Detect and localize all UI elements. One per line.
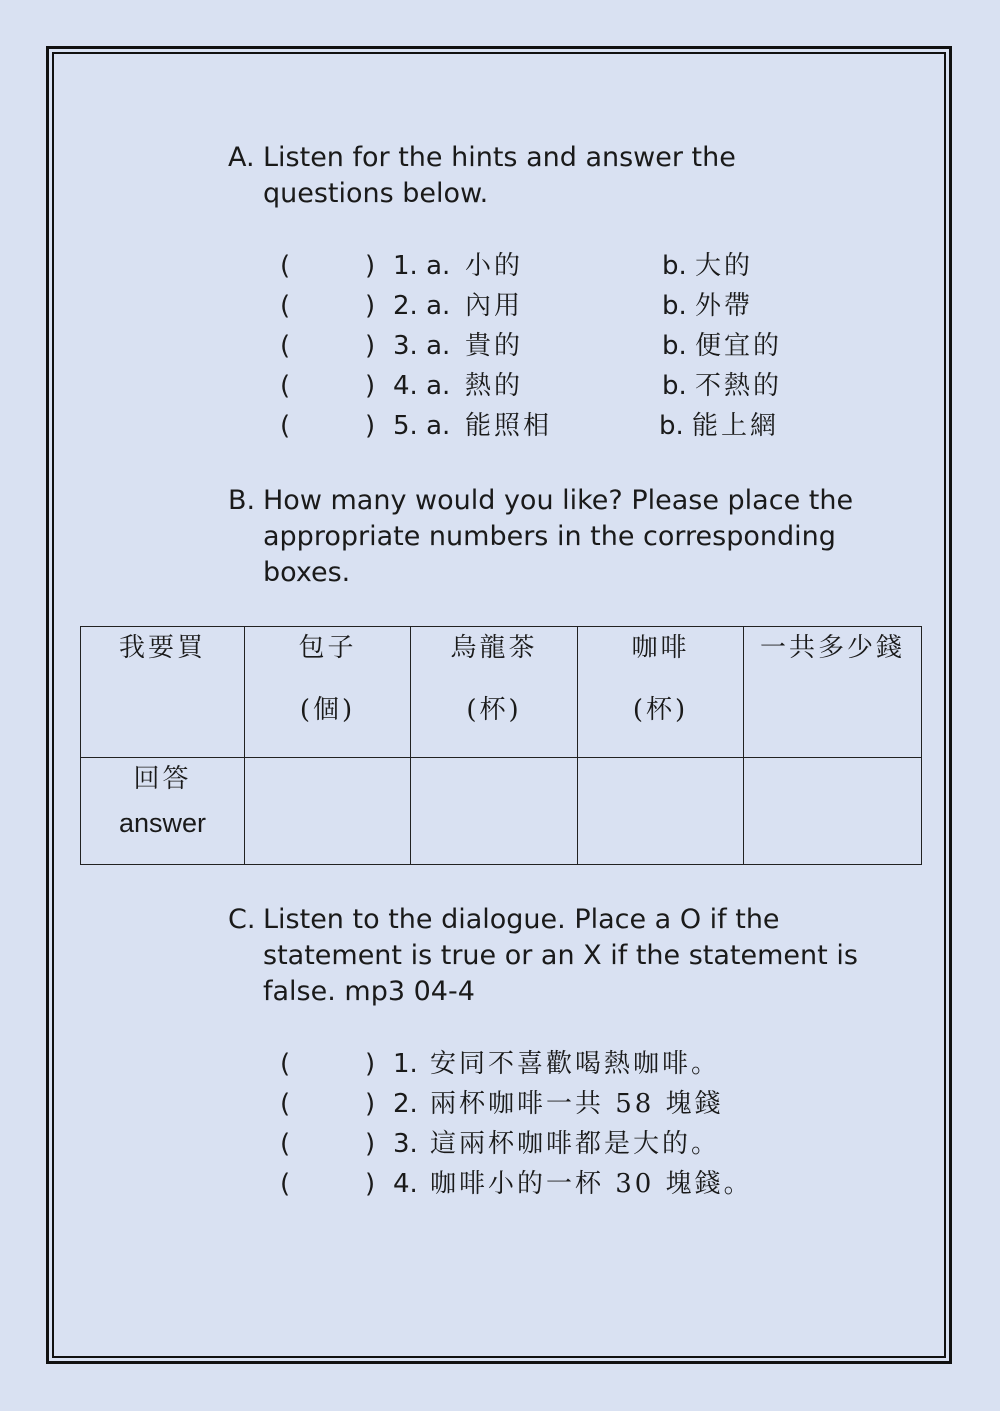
option-a: 貴的 (465, 331, 524, 361)
answer-paren-close: ) (365, 1169, 376, 1199)
statement-number: 3. (393, 1129, 418, 1159)
column-item: 咖啡 (631, 633, 690, 663)
column-header (245, 627, 411, 758)
option-a: 熱的 (465, 371, 524, 401)
section-c-letter: C. (228, 904, 256, 935)
option-b-text: 能上網 (692, 411, 780, 441)
section-a-instruction: Listen for the hints and answer the questions below. (263, 142, 736, 209)
statement-number: 2. (393, 1089, 418, 1119)
question-number: 3. a. (393, 331, 451, 361)
answer-paren-close: ) (365, 1049, 376, 1079)
option-b-label: b. (662, 291, 687, 321)
option-b-label: b. (662, 331, 687, 361)
option-a: 能照相 (465, 411, 553, 441)
answer-paren-open: ( (280, 251, 291, 281)
answer-box-baozi[interactable] (245, 758, 411, 865)
order-table-header-row (81, 627, 922, 758)
section-b-letter: B. (228, 485, 256, 516)
column-unit: (杯) (632, 695, 689, 725)
answer-paren-close: ) (365, 251, 376, 281)
section-a-heading (228, 140, 868, 212)
answer-label-en: answer (118, 808, 207, 838)
order-table (80, 626, 922, 865)
row-label: 我要買 (118, 633, 206, 663)
statement-text: 這兩杯咖啡都是大的。 (430, 1129, 721, 1159)
answer-paren-open: ( (280, 1049, 291, 1079)
section-b-heading (228, 483, 868, 591)
answer-paren-open: ( (280, 1169, 291, 1199)
statement-number: 4. (393, 1169, 418, 1199)
option-b (662, 246, 753, 286)
answer-box-coffee[interactable] (578, 758, 744, 865)
column-unit: (個) (299, 695, 356, 725)
option-b-text: 不熱的 (695, 371, 783, 401)
answer-paren-open: ( (280, 1089, 291, 1119)
answer-paren-close: ) (365, 291, 376, 321)
option-b (659, 406, 779, 446)
answer-paren-close: ) (365, 331, 376, 361)
question-number: 5. a. (393, 411, 451, 441)
option-b (662, 326, 782, 366)
option-a: 小的 (465, 251, 524, 281)
question-number: 2. a. (393, 291, 451, 321)
section-c-instruction: Listen to the dialogue. Place a O if the statement is true or an X if the statement is false. mp3 04-4 (263, 904, 858, 1007)
option-b-label: b. (659, 411, 684, 441)
row-label-cell (81, 627, 245, 758)
column-header (744, 627, 922, 758)
answer-box-oolong-tea[interactable] (411, 758, 578, 865)
statement-text: 咖啡小的一杯 30 塊錢。 (430, 1169, 753, 1199)
answer-paren-open: ( (280, 371, 291, 401)
answer-paren-close: ) (365, 371, 376, 401)
section-c-heading (228, 902, 878, 1010)
answer-label-cell (81, 758, 245, 865)
statement-number: 1. (393, 1049, 418, 1079)
option-b-label: b. (662, 251, 687, 281)
answer-paren-open: ( (280, 291, 291, 321)
option-b-label: b. (662, 371, 687, 401)
answer-paren-close: ) (365, 1089, 376, 1119)
column-item: 烏龍茶 (450, 633, 538, 663)
column-item: 包子 (298, 633, 357, 663)
option-b-text: 便宜的 (695, 331, 783, 361)
order-table-answer-row (81, 758, 922, 865)
statement-text: 兩杯咖啡一共 58 塊錢 (430, 1089, 724, 1119)
column-header (411, 627, 578, 758)
answer-paren-close: ) (365, 411, 376, 441)
answer-box-total[interactable] (744, 758, 922, 865)
column-header (578, 627, 744, 758)
statement-text: 安同不喜歡喝熱咖啡。 (430, 1049, 721, 1079)
option-a: 內用 (465, 291, 524, 321)
column-unit: (杯) (466, 695, 522, 725)
answer-paren-close: ) (365, 1129, 376, 1159)
column-item: 一共多少錢 (759, 633, 905, 663)
option-b-text: 大的 (695, 251, 754, 281)
section-b-instruction: How many would you like? Please place the appropriate numbers in the corresponding boxes. (263, 485, 854, 588)
section-a-letter: A. (228, 142, 255, 173)
question-number: 4. a. (393, 371, 451, 401)
answer-paren-open: ( (280, 411, 291, 441)
answer-paren-open: ( (280, 1129, 291, 1159)
answer-paren-open: ( (280, 331, 291, 361)
question-number: 1. a. (393, 251, 451, 281)
option-b-text: 外帶 (695, 291, 754, 321)
answer-label-cn: 回答 (133, 764, 192, 794)
option-b (662, 286, 753, 326)
option-b (662, 366, 782, 406)
